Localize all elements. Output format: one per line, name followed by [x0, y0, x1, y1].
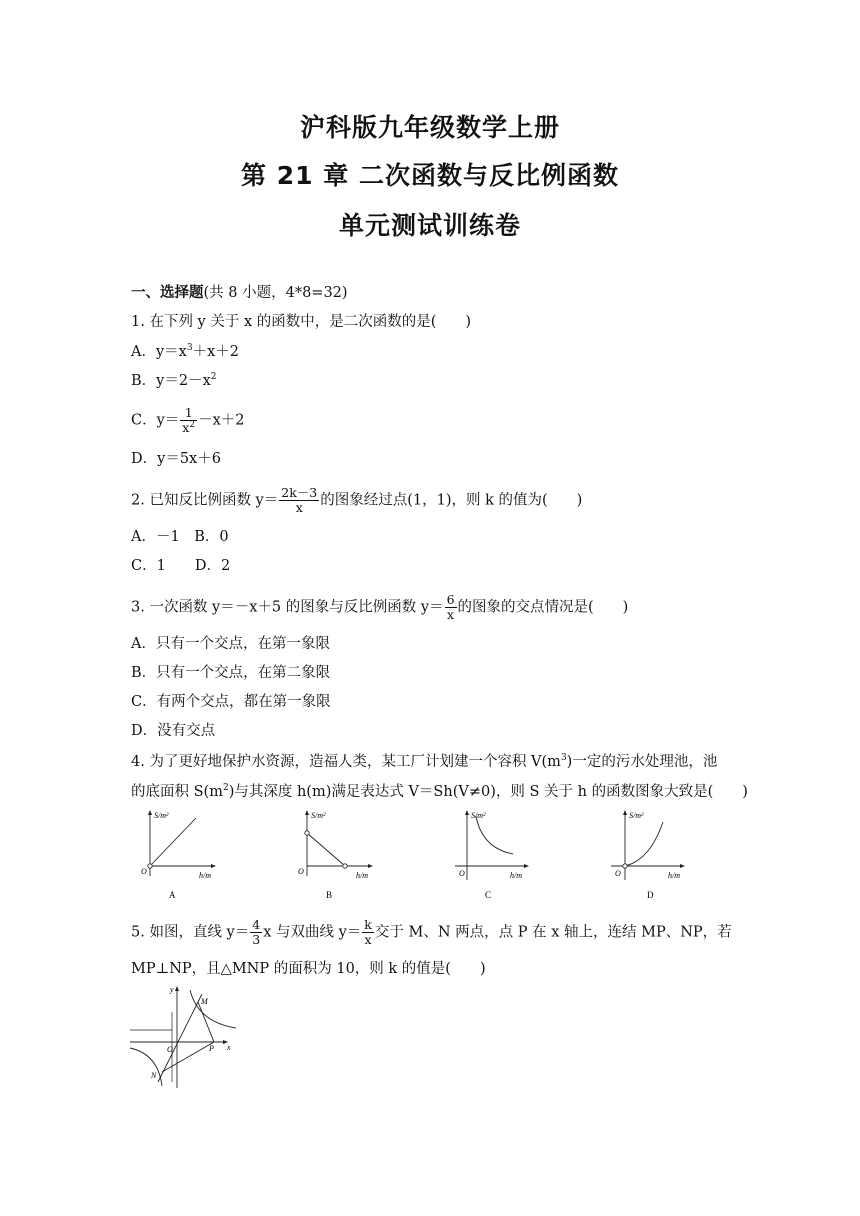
fraction: $\frac{1}{x^2}$ [182, 405, 196, 435]
y-axis-label: S/m² [471, 811, 486, 820]
section-heading [131, 283, 348, 303]
graph-caption: D [647, 890, 654, 900]
graph-caption: A [169, 890, 176, 900]
q3-option-b: B．只有一个交点，在第二象限 [131, 665, 331, 681]
q4-graph-c [449, 808, 539, 907]
q3-option-d: D．没有交点 [131, 723, 216, 739]
y-axis-label: S/m² [629, 811, 644, 820]
x-axis-label: h/m [668, 871, 680, 880]
q5-stem-line1: 5. 如图，直线 y＝ $\frac{4}{3}$ x 与双曲线 y＝ $\frac{k}{x}$ 交于 M、N 两点，点 P 在 x 轴上，连结 MP、NP，若 [131, 917, 732, 947]
section-label: 一、选择题 [131, 285, 204, 301]
q1-option-c: C．y＝ $\frac{1}{x^2}$ －x＋2 [131, 405, 245, 435]
origin-label: O [459, 869, 465, 878]
q3-stem: 3. 一次函数 y＝－x＋5 的图象与反比例函数 y＝ $\frac{6}{x}$ 的图象的交点情况是( ) [131, 592, 629, 622]
q1-option-a: A．$y=x^3+x+2$ [131, 343, 239, 360]
q5-stem-line2: MP⊥NP，且△MNP 的面积为 10，则 k 的值是( ) [131, 961, 486, 977]
point-m-label: M [201, 997, 208, 1006]
y-axis-label: S/m² [154, 811, 169, 820]
doc-title: 沪科版九年级数学上册 [299, 113, 560, 142]
q2-stem: 2. 已知反比例函数 y＝ $\frac{2k-3}{x}$ 的图象经过点(1，1)，则 k 的值为( ) [131, 485, 583, 515]
q2-options-cd: C．1 D．2 [131, 558, 231, 574]
origin-label: O [141, 867, 147, 876]
x-axis-label: h/m [510, 871, 522, 880]
fraction: $\frac{6}{x}$ [446, 592, 455, 622]
origin-label: O [167, 1045, 173, 1054]
q2-options-ab: A．－1 B．0 [131, 529, 229, 545]
q4-graph-a [136, 808, 226, 907]
q3-option-a: A．只有一个交点，在第一象限 [131, 636, 330, 652]
y-axis-label: y [170, 985, 174, 994]
q3-option-c: C．有两个交点，都在第一象限 [131, 694, 331, 710]
fraction: $\frac{2k-3}{x}$ [281, 485, 318, 515]
q4-stem-line2: 的底面积 $S(m^2)$与其深度 h(m)满足表达式 V＝Sh(V≠0)，则 S 关于 h 的函数图象大致是( ) [131, 783, 748, 800]
q4-stem-line1: 4. 为了更好地保护水资源，造福人类，某工厂计划建一个容积 $V(m^3)$一定的污水处理池，池 [131, 753, 718, 770]
q1-stem: 1. 在下列 y 关于 x 的函数中，是二次函数的是( ) [131, 314, 472, 330]
fraction: $\frac{4}{3}$ [252, 917, 261, 947]
q4-graph-d [605, 808, 695, 907]
q4-graph-b [293, 808, 383, 907]
graph-caption: C [485, 890, 492, 900]
x-axis-label: h/m [356, 871, 368, 880]
q1-option-d: D．y＝5x＋6 [131, 451, 221, 467]
q1-option-b: B．$y=2-x^2$ [131, 372, 217, 389]
x-axis-label: h/m [199, 871, 211, 880]
point-p-label: P [209, 1044, 214, 1053]
point-n-label: N [151, 1071, 157, 1080]
chapter-title: 第 21 章 二次函数与反比例函数 [241, 161, 619, 190]
section-info: (共 8 小题，4*8=32) [203, 285, 348, 301]
fraction: $\frac{k}{x}$ [364, 917, 372, 947]
origin-label: O [298, 867, 304, 876]
test-title: 单元测试训练卷 [338, 211, 521, 240]
graph-caption: B [326, 890, 333, 900]
y-axis-label: S/m² [311, 811, 326, 820]
x-axis-label: x [227, 1043, 231, 1052]
q5-figure [128, 982, 240, 1094]
origin-label: O [615, 869, 621, 878]
